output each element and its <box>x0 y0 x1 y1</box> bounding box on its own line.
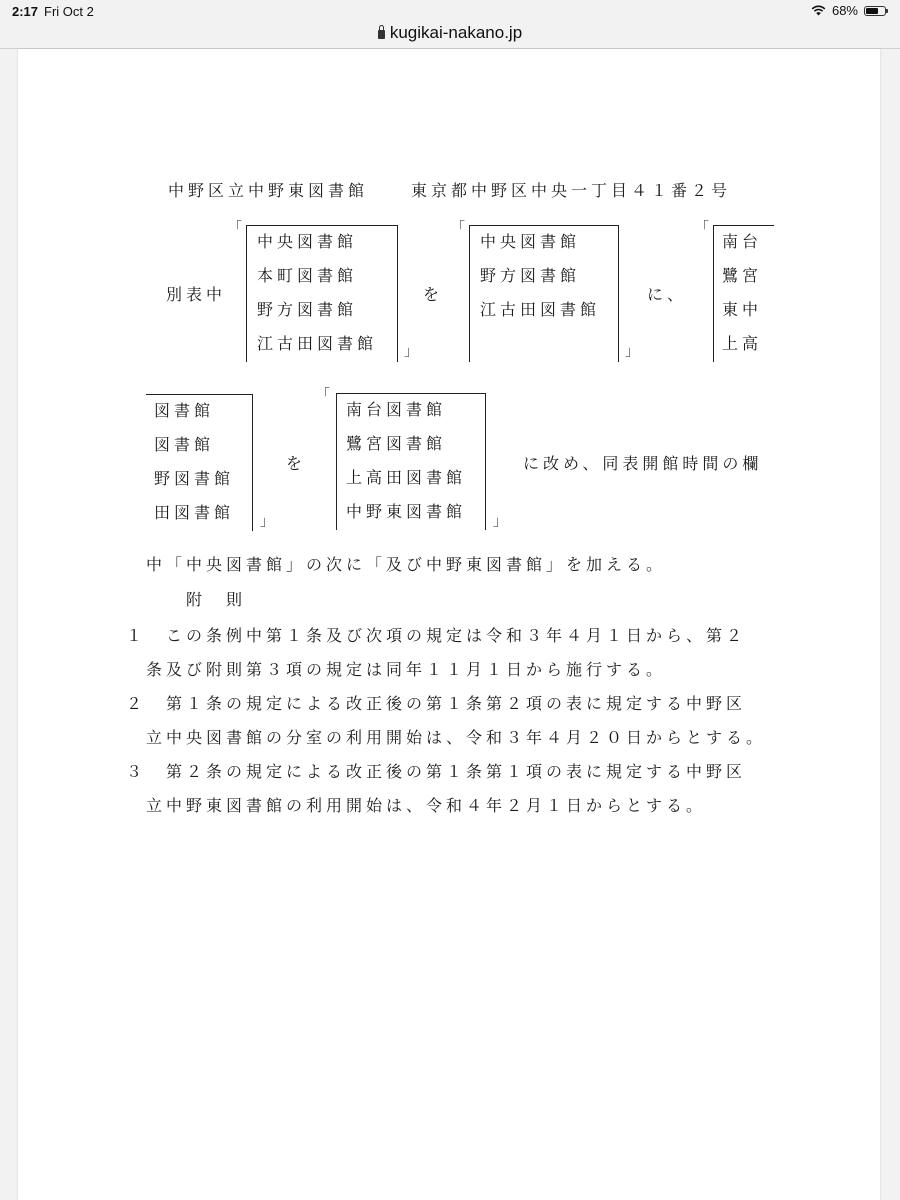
box-final-libraries <box>336 393 486 530</box>
particle-wo: を <box>423 285 444 304</box>
url-text[interactable]: kugikai-nakano.jp <box>389 23 523 42</box>
box-item: 東中 <box>722 300 763 319</box>
box-item: 南台 <box>722 232 763 251</box>
box-item: 南台図書館 <box>346 400 447 419</box>
box-old-libraries <box>246 225 398 362</box>
document-page <box>18 49 880 1200</box>
box-item: 野方図書館 <box>480 266 581 285</box>
box-item: 野方図書館 <box>257 300 358 319</box>
box-new-libraries <box>469 225 619 362</box>
library-name: 中野区立中野東図書館 <box>168 181 369 200</box>
status-indicators <box>811 3 886 18</box>
provision-line: 立中央図書館の分室の利用開始は、令和３年４月２０日からとする。 <box>146 728 767 747</box>
battery-fill <box>866 8 878 14</box>
battery-percent: 68% <box>831 3 858 18</box>
table-label: 別表中 <box>166 285 227 304</box>
particle-wo: を <box>286 454 307 473</box>
close-bracket: 」 <box>404 344 418 360</box>
box-replacement-partial <box>713 225 774 362</box>
library-address: 東京都中野区中央一丁目４１番２号 <box>411 181 732 200</box>
box-replacement-continued <box>146 394 253 531</box>
open-bracket: 「 <box>228 220 242 236</box>
continuation-text: 中「中央図書館」の次に「及び中野東図書館」を加える。 <box>146 555 667 574</box>
box-item: 上高 <box>722 334 763 353</box>
box-item: 中央図書館 <box>480 232 581 251</box>
provision-line: 条及び附則第３項の規定は同年１１月１日から施行する。 <box>146 660 667 679</box>
box-item: 本町図書館 <box>257 266 358 285</box>
open-bracket: 「 <box>316 387 330 403</box>
provision-line: 第２条の規定による改正後の第１条第１項の表に規定する中野区 <box>166 762 747 781</box>
wifi-icon <box>811 5 826 16</box>
status-date: Fri Oct 2 <box>44 4 94 19</box>
provision-number: ２ <box>126 694 147 713</box>
battery-icon <box>864 6 886 16</box>
box-item: 江古田図書館 <box>257 334 378 353</box>
provision-line: 立中野東図書館の利用開始は、令和４年２月１日からとする。 <box>146 796 707 815</box>
box-item: 図書館 <box>154 435 215 454</box>
box-item: 田図書館 <box>154 503 235 522</box>
close-bracket: 」 <box>493 514 507 530</box>
lock-icon <box>378 30 385 39</box>
provision-number: ３ <box>126 762 147 781</box>
status-bar <box>0 0 900 22</box>
box-item: 中央図書館 <box>257 232 358 251</box>
box-item: 図書館 <box>154 401 215 420</box>
box-item: 野図書館 <box>154 469 235 488</box>
provision-line: この条例中第１条及び次項の規定は令和３年４月１日から、第２ <box>166 626 747 645</box>
open-bracket: 「 <box>451 220 465 236</box>
provision-line: 第１条の規定による改正後の第１条第２項の表に規定する中野区 <box>166 694 747 713</box>
box-item: 鷺宮 <box>722 266 763 285</box>
box-item: 上高田図書館 <box>346 468 467 487</box>
box-item: 鷺宮図書館 <box>346 434 447 453</box>
particle-ni: に、 <box>647 285 688 304</box>
box-item: 江古田図書館 <box>480 300 601 319</box>
address-bar[interactable] <box>0 20 900 46</box>
box-item: 中野東図書館 <box>346 502 467 521</box>
status-time: 2:17 <box>12 4 39 19</box>
provision-number: １ <box>126 626 147 645</box>
close-bracket: 」 <box>625 344 639 360</box>
close-bracket: 」 <box>260 514 274 530</box>
supplementary-title: 附 則 <box>186 590 247 609</box>
tail-text: に改め、同表開館時間の欄 <box>523 454 763 473</box>
open-bracket: 「 <box>695 220 709 236</box>
